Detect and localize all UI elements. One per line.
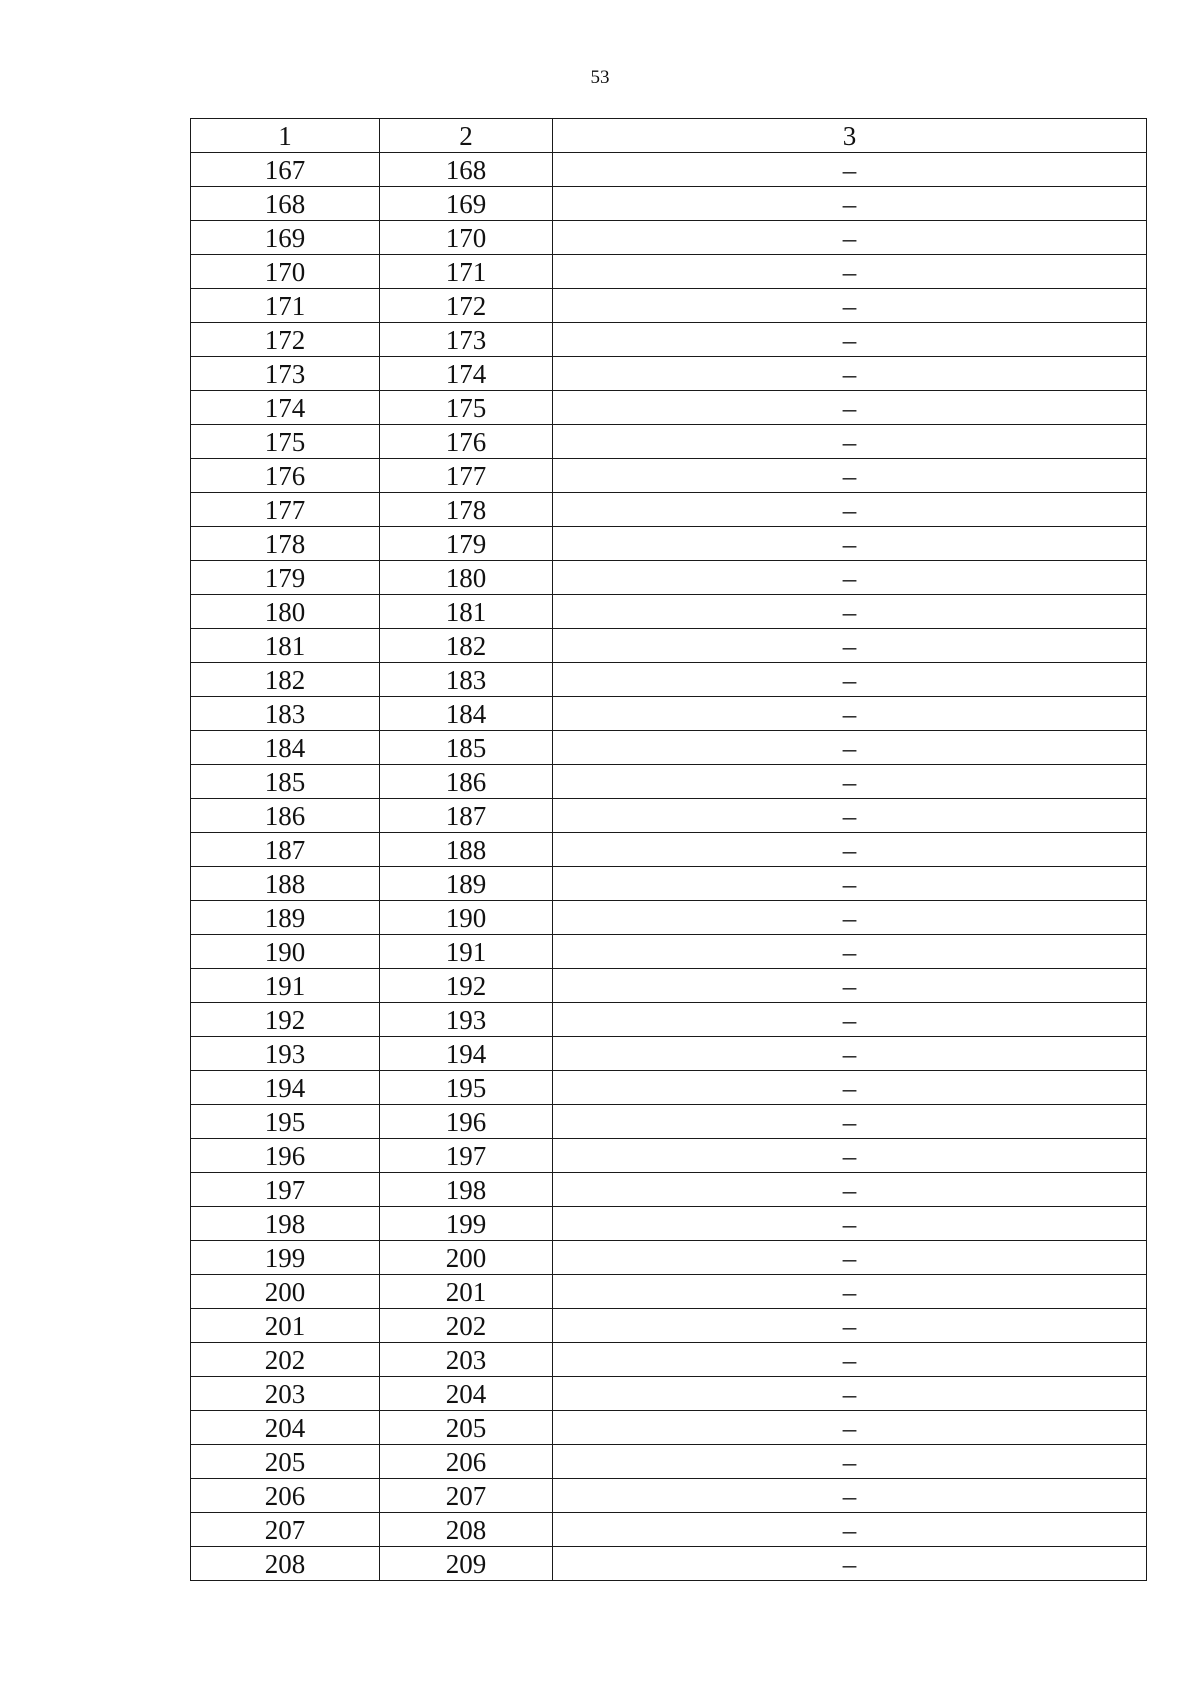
table-row: [191, 255, 1147, 289]
cell-col-2: 199: [380, 1207, 553, 1241]
table-row: [191, 289, 1147, 323]
cell-col-1: 168: [191, 187, 380, 221]
page-number: 53: [590, 67, 610, 88]
column-header: 3: [553, 119, 1147, 153]
cell-col-1: 200: [191, 1275, 380, 1309]
table-row: [191, 867, 1147, 901]
cell-col-2: 178: [380, 493, 553, 527]
cell-col-1: 192: [191, 1003, 380, 1037]
table-row: [191, 1445, 1147, 1479]
cell-col-3: –: [553, 1207, 1147, 1241]
cell-col-2: 181: [380, 595, 553, 629]
table-row: [191, 595, 1147, 629]
cell-col-2: 200: [380, 1241, 553, 1275]
cell-col-3: –: [553, 629, 1147, 663]
table-row: [191, 697, 1147, 731]
cell-col-2: 203: [380, 1343, 553, 1377]
table-row: [191, 833, 1147, 867]
cell-col-3: –: [553, 1241, 1147, 1275]
table-row: [191, 527, 1147, 561]
cell-col-1: 179: [191, 561, 380, 595]
cell-col-1: 184: [191, 731, 380, 765]
cell-col-3: –: [553, 1513, 1147, 1547]
cell-col-1: 171: [191, 289, 380, 323]
cell-col-2: 169: [380, 187, 553, 221]
cell-col-1: 174: [191, 391, 380, 425]
cell-col-2: 197: [380, 1139, 553, 1173]
cell-col-3: –: [553, 493, 1147, 527]
cell-col-2: 176: [380, 425, 553, 459]
table-row: [191, 1411, 1147, 1445]
cell-col-3: –: [553, 799, 1147, 833]
cell-col-1: 167: [191, 153, 380, 187]
cell-col-1: 197: [191, 1173, 380, 1207]
cell-col-1: 191: [191, 969, 380, 1003]
cell-col-1: 185: [191, 765, 380, 799]
cell-col-1: 189: [191, 901, 380, 935]
cell-col-1: 202: [191, 1343, 380, 1377]
cell-col-1: 194: [191, 1071, 380, 1105]
table-row: [191, 765, 1147, 799]
cell-col-3: –: [553, 765, 1147, 799]
cell-col-3: –: [553, 1377, 1147, 1411]
cell-col-2: 184: [380, 697, 553, 731]
table-row: [191, 1207, 1147, 1241]
cell-col-3: –: [553, 289, 1147, 323]
table-row: [191, 1479, 1147, 1513]
table-row: [191, 459, 1147, 493]
cell-col-1: 198: [191, 1207, 380, 1241]
cell-col-1: 181: [191, 629, 380, 663]
table-row: [191, 391, 1147, 425]
cell-col-3: –: [553, 833, 1147, 867]
table-row: [191, 901, 1147, 935]
cell-col-3: –: [553, 255, 1147, 289]
cell-col-1: 180: [191, 595, 380, 629]
cell-col-3: –: [553, 969, 1147, 1003]
cell-col-2: 202: [380, 1309, 553, 1343]
cell-col-1: 207: [191, 1513, 380, 1547]
cell-col-3: –: [553, 527, 1147, 561]
table-row: [191, 493, 1147, 527]
cell-col-3: –: [553, 357, 1147, 391]
cell-col-2: 172: [380, 289, 553, 323]
table-row: [191, 221, 1147, 255]
cell-col-3: –: [553, 153, 1147, 187]
table-row: [191, 1105, 1147, 1139]
cell-col-1: 199: [191, 1241, 380, 1275]
cell-col-3: –: [553, 1547, 1147, 1581]
table-row: [191, 1547, 1147, 1581]
cell-col-1: 201: [191, 1309, 380, 1343]
table-row: [191, 1513, 1147, 1547]
cell-col-2: 208: [380, 1513, 553, 1547]
table-row: [191, 731, 1147, 765]
table-row: [191, 357, 1147, 391]
cell-col-3: –: [553, 901, 1147, 935]
cell-col-2: 209: [380, 1547, 553, 1581]
table-row: [191, 1241, 1147, 1275]
table-row: [191, 1275, 1147, 1309]
cell-col-2: 192: [380, 969, 553, 1003]
cell-col-3: –: [553, 391, 1147, 425]
cell-col-1: 169: [191, 221, 380, 255]
cell-col-3: –: [553, 1003, 1147, 1037]
cell-col-2: 194: [380, 1037, 553, 1071]
cell-col-1: 175: [191, 425, 380, 459]
cell-col-3: –: [553, 1275, 1147, 1309]
table-row: [191, 935, 1147, 969]
cell-col-1: 196: [191, 1139, 380, 1173]
cell-col-3: –: [553, 1479, 1147, 1513]
cell-col-2: 195: [380, 1071, 553, 1105]
cell-col-3: –: [553, 1037, 1147, 1071]
cell-col-3: –: [553, 187, 1147, 221]
cell-col-2: 183: [380, 663, 553, 697]
cell-col-3: –: [553, 1105, 1147, 1139]
cell-col-2: 189: [380, 867, 553, 901]
cell-col-3: –: [553, 867, 1147, 901]
cell-col-2: 174: [380, 357, 553, 391]
cell-col-3: –: [553, 697, 1147, 731]
cell-col-1: 203: [191, 1377, 380, 1411]
column-header: 1: [191, 119, 380, 153]
cell-col-2: 173: [380, 323, 553, 357]
cell-col-2: 196: [380, 1105, 553, 1139]
cell-col-1: 208: [191, 1547, 380, 1581]
cell-col-2: 193: [380, 1003, 553, 1037]
cell-col-2: 188: [380, 833, 553, 867]
cell-col-1: 182: [191, 663, 380, 697]
cell-col-3: –: [553, 1139, 1147, 1173]
cell-col-3: –: [553, 459, 1147, 493]
cell-col-3: –: [553, 561, 1147, 595]
table-row: [191, 969, 1147, 1003]
cell-col-1: 195: [191, 1105, 380, 1139]
table-row: [191, 1071, 1147, 1105]
cell-col-3: –: [553, 1343, 1147, 1377]
table-row: [191, 799, 1147, 833]
cell-col-3: –: [553, 221, 1147, 255]
cell-col-2: 179: [380, 527, 553, 561]
cell-col-2: 182: [380, 629, 553, 663]
cell-col-2: 180: [380, 561, 553, 595]
cell-col-3: –: [553, 425, 1147, 459]
cell-col-3: –: [553, 1173, 1147, 1207]
cell-col-3: –: [553, 595, 1147, 629]
table-row: [191, 1309, 1147, 1343]
table-row: [191, 1377, 1147, 1411]
data-table: [190, 118, 1147, 1581]
cell-col-2: 186: [380, 765, 553, 799]
cell-col-1: 204: [191, 1411, 380, 1445]
cell-col-1: 177: [191, 493, 380, 527]
table-row: [191, 425, 1147, 459]
cell-col-2: 185: [380, 731, 553, 765]
cell-col-3: –: [553, 935, 1147, 969]
cell-col-1: 187: [191, 833, 380, 867]
cell-col-2: 191: [380, 935, 553, 969]
cell-col-1: 176: [191, 459, 380, 493]
table-row: [191, 153, 1147, 187]
cell-col-1: 173: [191, 357, 380, 391]
cell-col-1: 190: [191, 935, 380, 969]
cell-col-2: 207: [380, 1479, 553, 1513]
cell-col-1: 172: [191, 323, 380, 357]
cell-col-2: 171: [380, 255, 553, 289]
cell-col-1: 186: [191, 799, 380, 833]
table-row: [191, 663, 1147, 697]
cell-col-2: 177: [380, 459, 553, 493]
cell-col-2: 201: [380, 1275, 553, 1309]
cell-col-2: 198: [380, 1173, 553, 1207]
cell-col-2: 168: [380, 153, 553, 187]
table-row: [191, 629, 1147, 663]
table-row: [191, 1343, 1147, 1377]
table-row: [191, 1173, 1147, 1207]
cell-col-3: –: [553, 1411, 1147, 1445]
cell-col-1: 188: [191, 867, 380, 901]
column-header: 2: [380, 119, 553, 153]
cell-col-1: 183: [191, 697, 380, 731]
cell-col-3: –: [553, 1445, 1147, 1479]
table-header-row: [191, 119, 1147, 153]
cell-col-3: –: [553, 731, 1147, 765]
cell-col-2: 175: [380, 391, 553, 425]
cell-col-1: 206: [191, 1479, 380, 1513]
table-row: [191, 1139, 1147, 1173]
cell-col-3: –: [553, 1071, 1147, 1105]
cell-col-1: 193: [191, 1037, 380, 1071]
table-row: [191, 561, 1147, 595]
cell-col-2: 206: [380, 1445, 553, 1479]
table-row: [191, 323, 1147, 357]
table-row: [191, 187, 1147, 221]
cell-col-3: –: [553, 323, 1147, 357]
cell-col-2: 190: [380, 901, 553, 935]
table-row: [191, 1003, 1147, 1037]
table-body: [191, 119, 1147, 1581]
cell-col-2: 170: [380, 221, 553, 255]
cell-col-2: 204: [380, 1377, 553, 1411]
cell-col-1: 205: [191, 1445, 380, 1479]
cell-col-1: 178: [191, 527, 380, 561]
cell-col-3: –: [553, 1309, 1147, 1343]
cell-col-1: 170: [191, 255, 380, 289]
table-row: [191, 1037, 1147, 1071]
cell-col-2: 205: [380, 1411, 553, 1445]
cell-col-3: –: [553, 663, 1147, 697]
cell-col-2: 187: [380, 799, 553, 833]
